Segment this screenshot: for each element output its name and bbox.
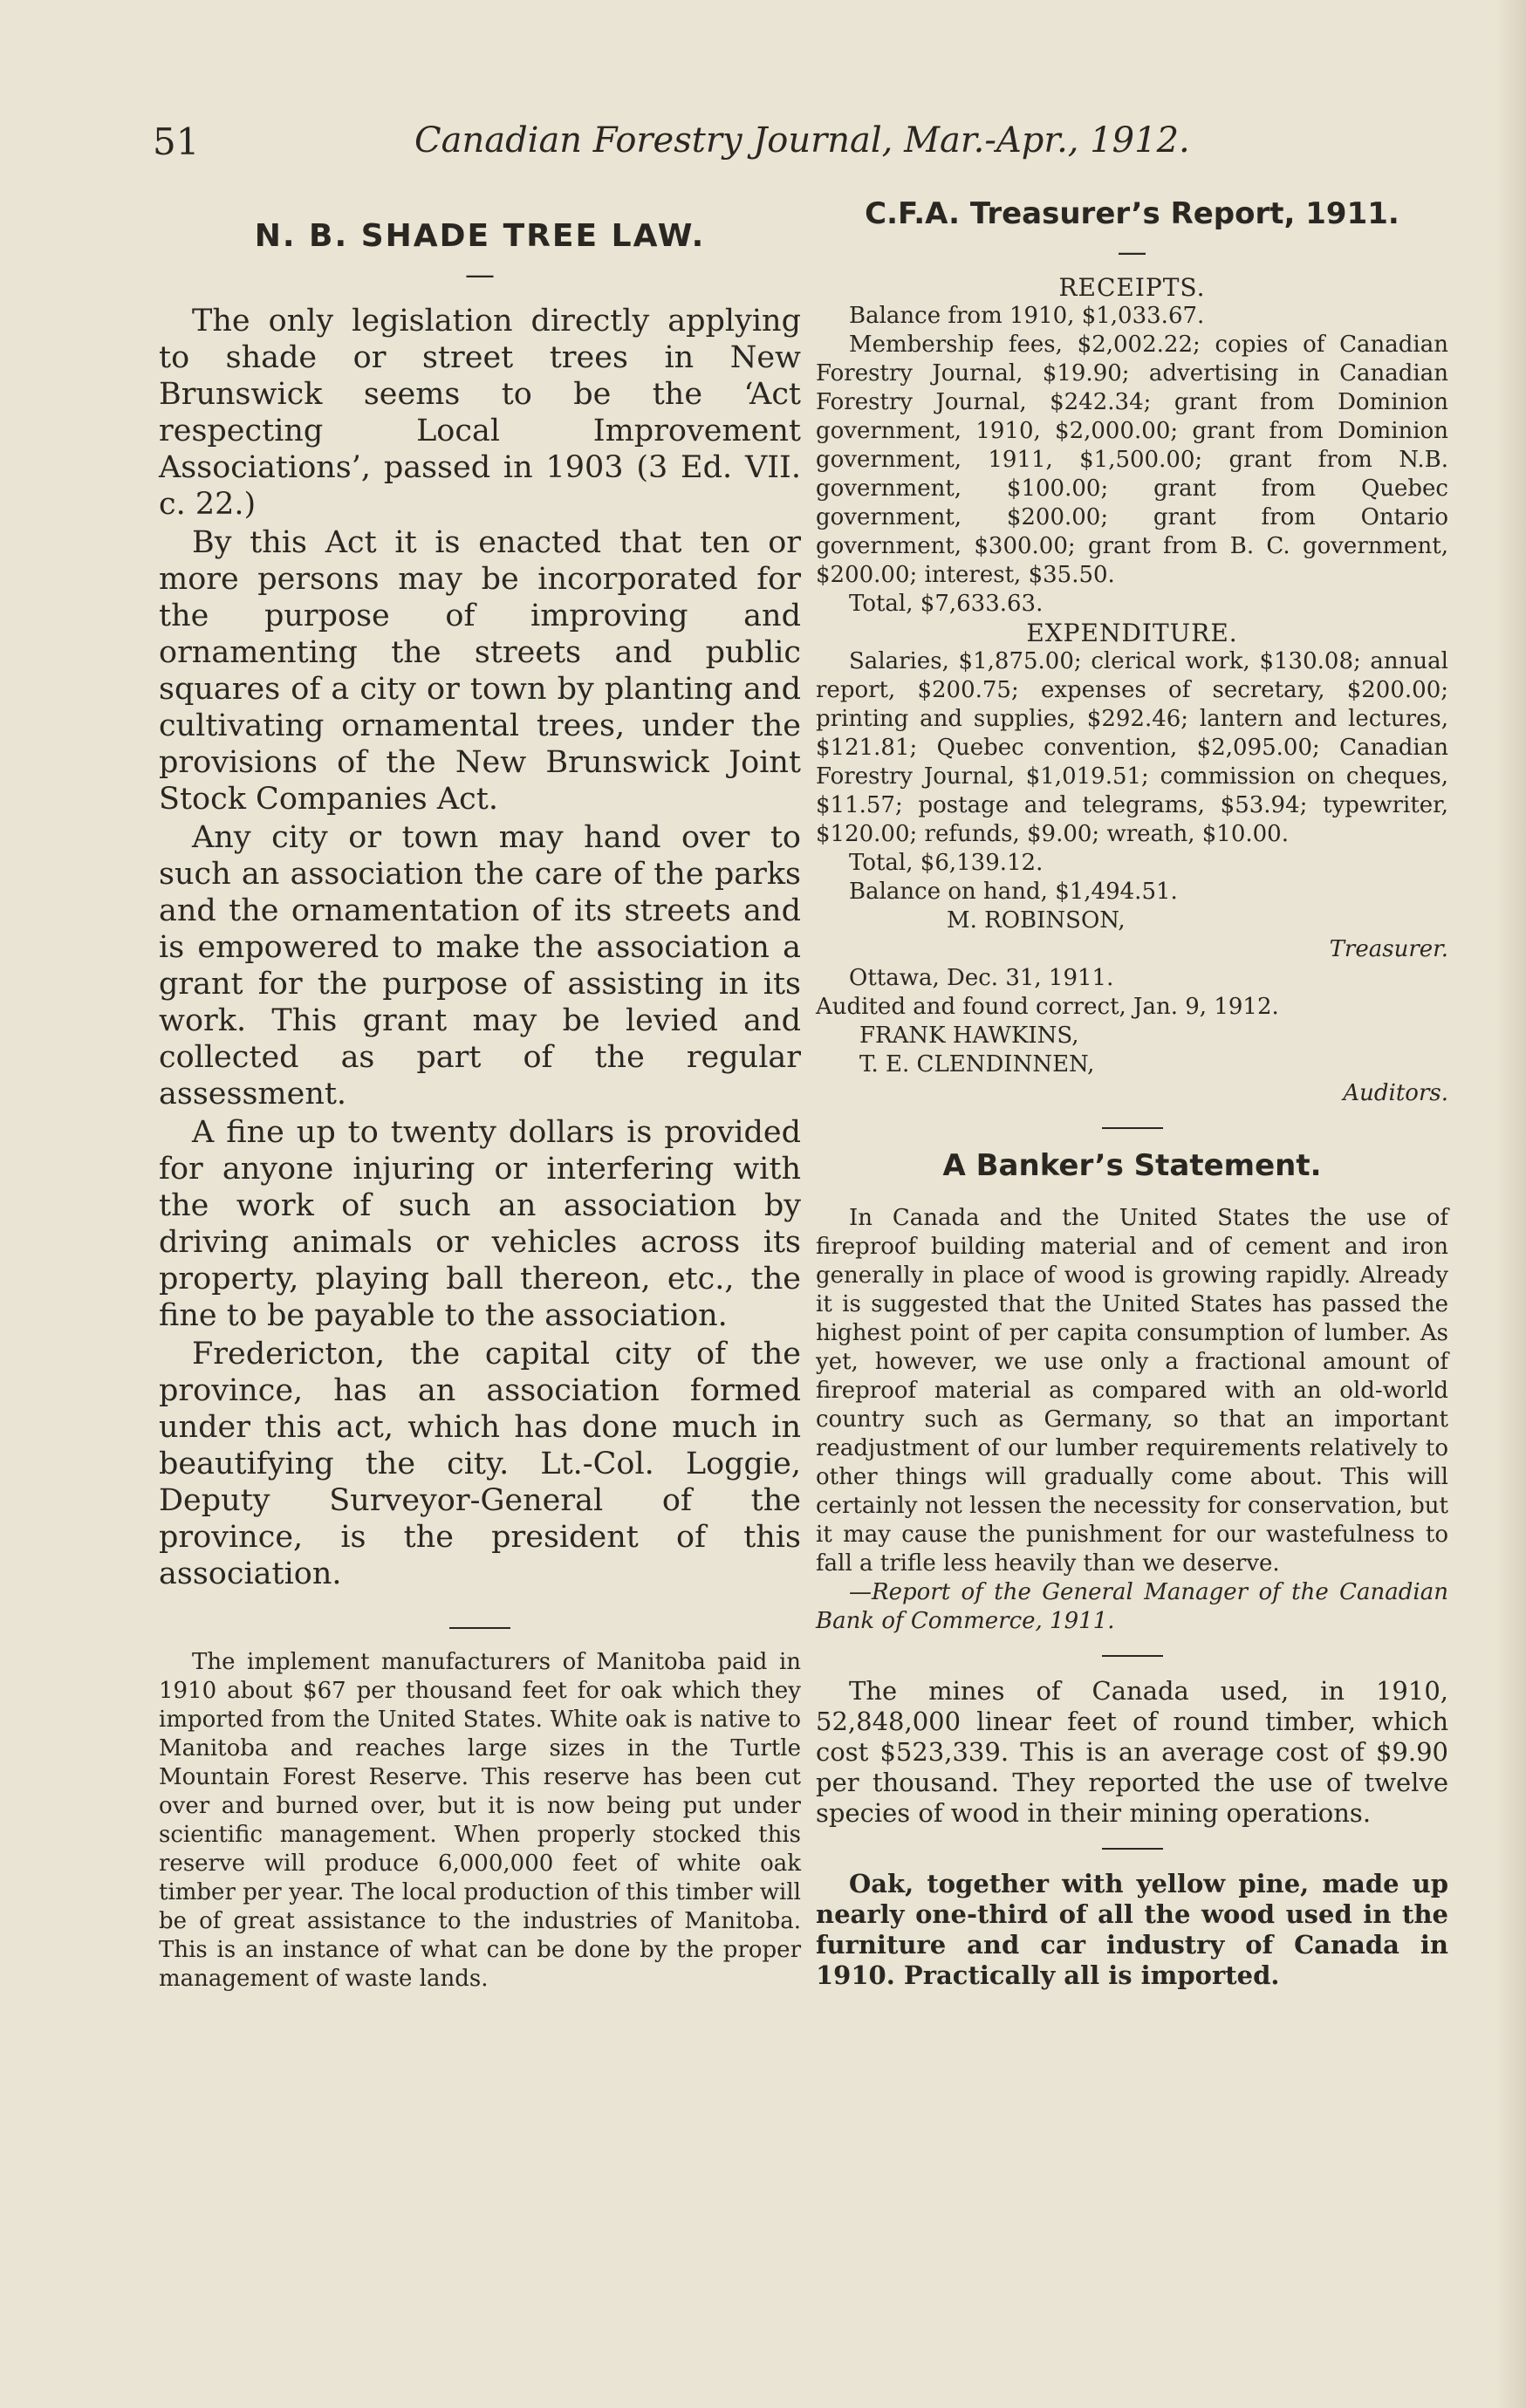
section-rule [1102,1655,1163,1657]
section-rule [1102,1848,1163,1850]
article-paragraph: By this Act it is enacted that ten or more persons may be incorporated for the purpose of improving and ornamenting the streets and public squares of a city or town by planting and cultivating ornamental trees, under the provisions of the New Brunswick Joint Stock Companies Act. [159,525,801,817]
auditor-name: T. E. CLENDINNEN, [859,1051,1095,1077]
oak-note [816,1869,1448,1991]
expenditure-body: Salaries, $1,875.00; clerical work, $130.08; annual report, $200.75; expenses of secretary, $200.00; printing and supplies, $292.46; lantern and lectures, $121.81; Quebec convention, $2,095.00; Canadian Forestry Journal, $1,019.51; commission on cheques, $11.57; postage and telegrams, $53.94; typewriter, $120.00; refunds, $9.00; wreath, $10.00. [816,648,1448,847]
treasurer-role: Treasurer. [1329,936,1448,962]
running-head: Canadian Forestry Journal, Mar.-Apr., 1912. [414,120,1190,161]
expenditure-heading: EXPENDITURE. [1026,619,1238,647]
left-column [159,218,801,1994]
shade-tree-law-body [159,303,801,1592]
article-paragraph: Any city or town may hand over to such an association the care of the parks and the ornamentation of its streets and is empowered to make the association a grant for the purpose of assisting in its work. This grant may be levied and collected as part of the regular assessment. [159,820,801,1112]
mines-note-text: The mines of Canada used, in 1910, 52,848,000 linear feet of round timber, which cost $523,339. This is an average cost of $9.90 per thousand. They reported the use of twelve species of wood in their mining operations. [816,1676,1448,1828]
title-dash: — [465,257,495,292]
receipts-opening: Balance from 1910, $1,033.67. [849,303,1205,329]
page-edge-shadow [1496,0,1526,2408]
receipts-heading: RECEIPTS. [1058,273,1206,302]
report-dateline: Ottawa, Dec. 31, 1911. [849,965,1114,991]
right-column [816,196,1448,1991]
page-header [153,120,1200,181]
note-paragraph: The implement manufacturers of Manitoba paid in 1910 about $67 per thousand feet for oak which they imported from the United States. White oak is native to Manitoba and reaches large sizes in the Turtle Mountain Forest Reserve. This reserve has been cut over and burned over, but it is now being put under scientific management. When properly stocked this reserve will produce 6,000,000 feet of white oak timber per year. The local production of this timber will be of great assistance to the industries of Manitoba. This is an instance of what can be done by the proper management of waste lands. [159,1649,801,1992]
auditor-name: FRANK HAWKINS, [859,1023,1079,1049]
treasurer-report-title: C.F.A. Treasurer’s Report, 1911. [865,196,1399,231]
section-rule [1102,1127,1163,1129]
expenditure-total: Total, $6,139.12. [849,850,1044,876]
treasurer-report-body [816,273,1448,1108]
banker-statement-body [816,1204,1448,1636]
article-paragraph: The only legislation directly applying to shade or street trees in New Brunswick seems to be the ‘Act respecting Local Improvement Associations’, passed in 1903 (3 Ed. VII. c. 22.) [159,304,801,522]
article-paragraph: Fredericton, the capital city of the province, has an association formed under this act, which has done much in beautifying the city. Lt.-Col. Loggie, Deputy Surveyor-General of the province, is the president of this association. [159,1337,801,1591]
mines-note [816,1676,1448,1829]
section-rule [449,1627,510,1629]
page-number: 51 [153,120,200,163]
receipts-total: Total, $7,633.63. [849,591,1044,617]
auditors-label: Auditors. [1343,1080,1448,1106]
shade-tree-law-title: N. B. SHADE TREE LAW. [254,218,706,254]
audit-line: Audited and found correct, Jan. 9, 1912. [816,994,1279,1020]
manitoba-oak-note [159,1648,801,1994]
balance-on-hand: Balance on hand, $1,494.51. [849,879,1178,905]
treasurer-signature: M. ROBINSON, [947,907,1126,934]
oak-note-text: Oak, together with yellow pine, made up nearly one-third of all the wood used in the furniture and car industry of Canada in 1910. Practically all is imported. [816,1869,1448,1990]
banker-statement-title: A Banker’s Statement. [942,1148,1322,1183]
report-dash: — [1117,235,1147,270]
article-paragraph: A fine up to twenty dollars is provided for anyone injuring or interfering with the work of such an association by driving animals or vehicles across its property, playing ball thereon, etc., the fine to be payable to the association. [159,1115,801,1333]
banker-statement-attribution: —Report of the General Manager of the Canadian Bank of Commerce, 1911. [816,1579,1448,1634]
receipts-body: Membership fees, $2,002.22; copies of Canadian Forestry Journal, $19.90; advertising in Canadian Forestry Journal, $242.34; grant from Dominion government, 1910, $2,000.00; grant from Dominion government, 1911, $1,500.00; grant from N.B. government, $100.00; grant from Quebec government, $200.00; grant from Ontario government, $300.00; grant from B. C. government, $200.00; interest, $35.50. [816,332,1448,588]
banker-statement-text: In Canada and the United States the use of fireproof building material and of cement and iron generally in place of wood is growing rapidly. Already it is suggested that the United States has passed the highest point of per capita consumption of lumber. As yet, however, we use only a fractional amount of fireproof material as compared with an old-world country such as Germany, so that an important readjustment of our lumber requirements relatively to other things will gradually come about. This will certainly not lessen the necessity for conservation, but it may cause the punishment for our wastefulness to fall a trifle less heavily than we deserve. [816,1205,1448,1577]
